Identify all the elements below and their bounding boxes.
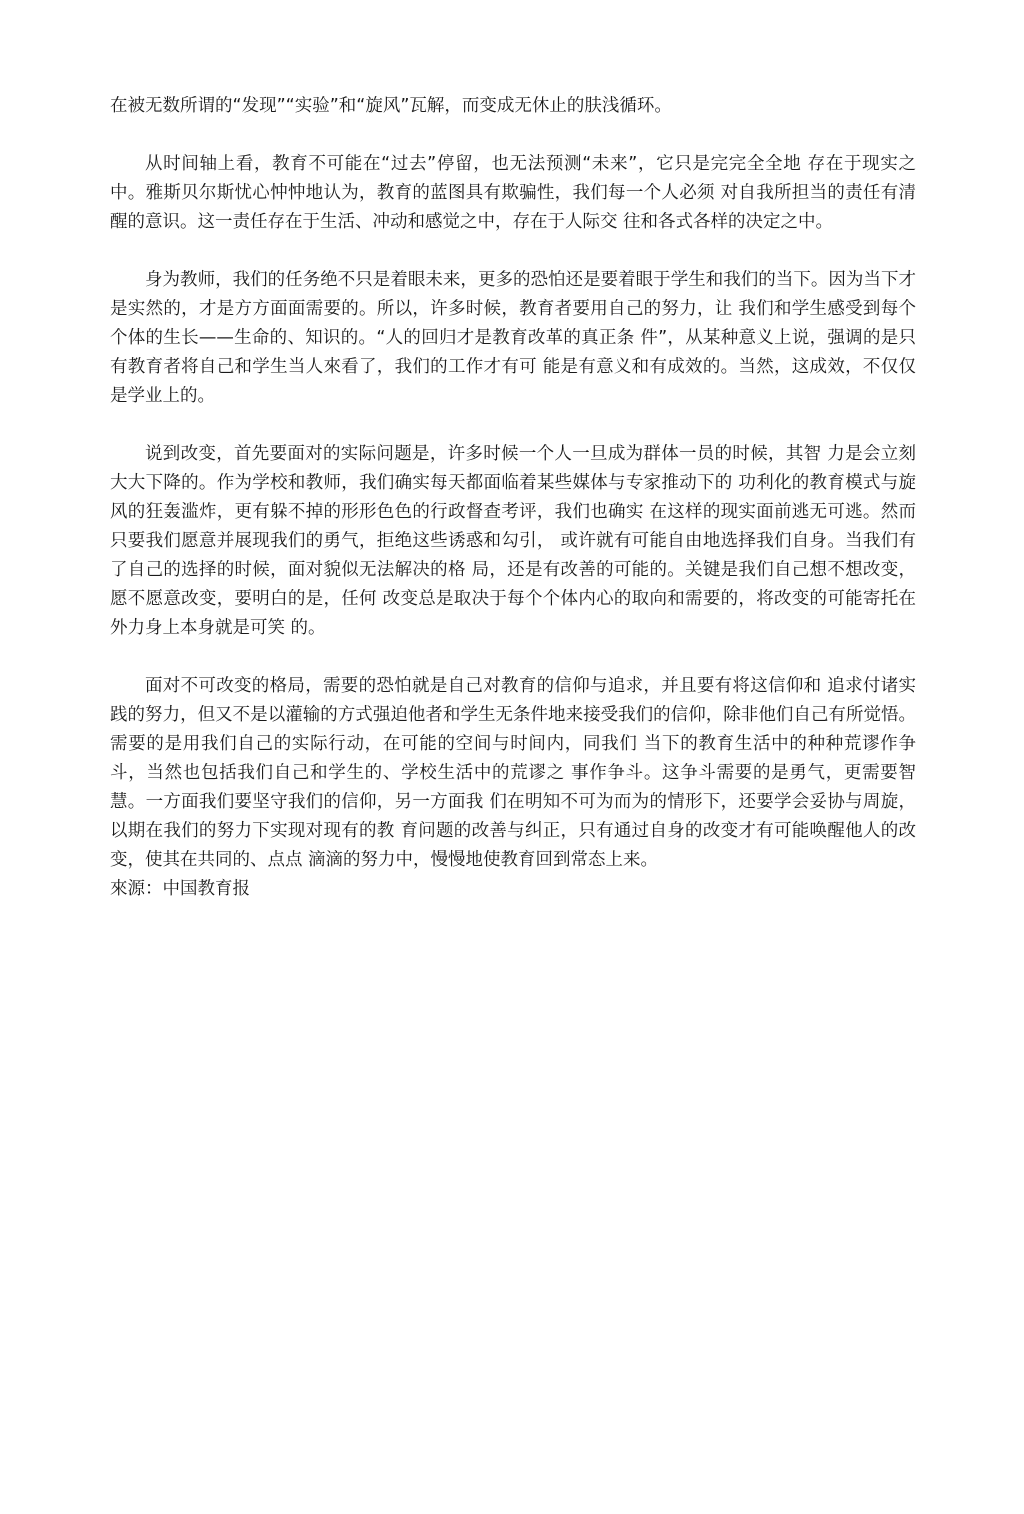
paragraph-3: 身为教师，我们的任务绝不只是着眼未来，更多的恐怕还是要着眼于学生和我们的当下。因为当下才是实然的，才是方方面面需要的。所以，许多时候，教育者要用自己的努力，让 我们和学生感受到每个个体的生长——生命的、知识的。“人的回归才是教育改革的真正条 件”，从某种意义上说，强调的是只有教育者将自己和学生当人來看了，我们的工作才有可 能是有意义和有成效的。当然，这成效，不仅仅是学业上的。 xyxy=(110,270,916,406)
source-line: 來源：中国教育报 xyxy=(110,879,250,899)
document-body xyxy=(110,92,916,904)
paragraph-4: 说到改变，首先要面对的实际问题是，许多时候一个人一旦成为群体一员的时候，其智 力是会立刻大大下降的。作为学校和教师，我们确实每天都面临着某些媒体与专家推动下的 功利化的教育模式与旋风的狂轰滥炸，更有躲不掉的形形色色的行政督查考评，我们也确实 在这样的现实面前逃无可逃。然而只要我们愿意并展现我们的勇气，拒绝这些诱惑和勾引， 或许就有可能自由地选择我们自身。当我们有了自己的选择的时候，面对貌似无法解决的格 局，还是有改善的可能的。关键是我们自己想不想改变，愿不愿意改变，要明白的是，任何 改变总是取决于每个个体内心的取向和需要的，将改变的可能寄托在外力身上本身就是可笑 的。 xyxy=(110,444,916,638)
paragraph-2: 从时间轴上看，教育不可能在“过去”停留，也无法预测“未来”，它只是完完全全地 存在于现实之中。雅斯贝尔斯忧心忡忡地认为，教育的蓝图具有欺骗性，我们每一个人必须 对自我所担当的责任有清醒的意识。这一责任存在于生活、冲动和感觉之中，存在于人际交 往和各式各样的决定之中。 xyxy=(110,154,916,232)
paragraph-1: 在被无数所谓的“发现”“实验”和“旋风”瓦解，而变成无休止的肤浅循环。 xyxy=(110,96,672,116)
paragraph-5: 面对不可改变的格局，需要的恐怕就是自己对教育的信仰与追求，并且要有将这信仰和 追求付诸实践的努力，但又不是以灌输的方式强迫他者和学生无条件地来接受我们的信仰，除非他们自己有所觉悟。需要的是用我们自己的实际行动，在可能的空间与时间内，同我们 当下的教育生活中的种种荒谬作争斗，当然也包括我们自己和学生的、学校生活中的荒谬之 事作争斗。这争斗需要的是勇气，更需要智慧。一方面我们要坚守我们的信仰，另一方面我 们在明知不可为而为的情形下，还要学会妥协与周旋，以期在我们的努力下实现对现有的教 育问题的改善与纠正，只有通过自身的改变才有可能唤醒他人的改变，使其在共同的、点点 滴滴的努力中，慢慢地使教育回到常态上来。 xyxy=(110,676,916,870)
